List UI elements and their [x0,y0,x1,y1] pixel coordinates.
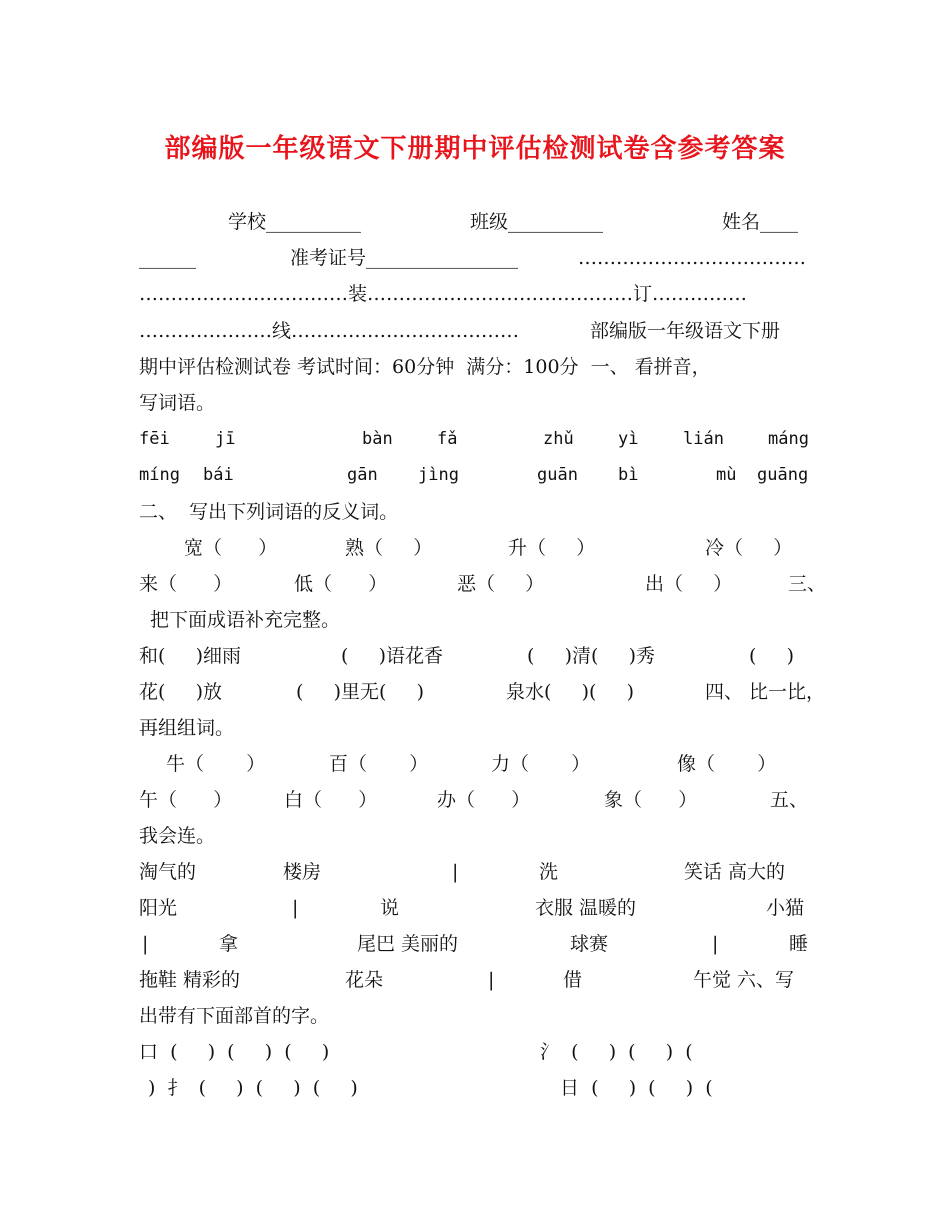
text-segment: 我会连。 [139,825,216,847]
text-line [0,1034,950,1070]
text-segment: | [452,861,459,883]
text-segment: 来（ ） [139,573,233,595]
text-segment: 尾巴 美丽的 [357,933,459,955]
text-line [0,782,950,818]
pinyin-item: míng [139,465,180,485]
pinyin-item: gān [347,465,378,485]
text-line [0,1070,950,1106]
text-line [0,854,950,890]
pinyin-item: lián [683,429,724,449]
text-segment: 球赛 [570,933,609,955]
pinyin-item: guāng [757,465,809,485]
text-segment: 日 ( ) ( ) ( [560,1077,713,1099]
text-segment: 衣服 温暖的 [535,897,637,919]
text-line [0,494,950,530]
text-line [0,421,950,457]
text-line [0,998,950,1034]
text-segment: 午觉 六、写 [693,969,795,991]
text-segment: 班级__________ [470,211,604,233]
text-segment: 说 [380,897,400,919]
text-segment: | [292,897,299,919]
text-segment: 口 ( ) ( ) ( ) [139,1041,330,1063]
text-segment: 拖鞋 精彩的 [139,969,241,991]
text-segment: 借 [563,969,583,991]
text-segment: 白（ ） [284,789,378,811]
text-line [0,638,950,674]
text-segment: 升（ ） [508,537,596,559]
text-line [0,926,950,962]
text-segment: 三、 [788,573,827,595]
text-segment: 笑话 高大的 [684,861,786,883]
text-segment: ( ) [749,645,795,667]
text-segment: 五、 [770,789,809,811]
text-segment: ( )里无( ) [296,681,425,703]
text-segment: 小猫 [766,897,805,919]
text-segment: ……………………………… [578,247,806,269]
text-segment: 牛（ ） [166,753,266,775]
text-segment: 宽（ ） [184,537,278,559]
text-line [0,457,950,493]
pinyin-item: bàn [362,429,393,449]
text-line [0,602,950,638]
text-segment: 部编版一年级语文下册 [590,320,781,342]
text-segment: ______ [139,247,196,269]
text-segment: 冷（ ） [705,537,793,559]
text-segment: 办（ ） [437,789,531,811]
text-segment: 氵 ( ) ( ) ( [540,1041,693,1063]
text-segment: ( )清( )秀 [527,645,656,667]
text-segment: 写词语。 [139,392,216,414]
text-segment: 洗 [539,861,559,883]
pinyin-item: zhǔ [543,429,574,449]
text-line [0,746,950,782]
text-segment: 泉水( )( ) [506,681,635,703]
text-line [0,204,950,240]
text-segment: 午（ ） [139,789,233,811]
text-segment: 力（ ） [491,753,591,775]
text-segment: 花朵 [345,969,384,991]
text-segment: 出（ ） [645,573,733,595]
text-segment: | [142,933,149,955]
text-segment: 象（ ） [604,789,698,811]
text-line [0,890,950,926]
text-segment: 睡 [789,933,809,955]
text-segment: 四、 比一比， [705,681,826,703]
text-line [0,710,950,746]
text-line [0,349,950,385]
text-segment: 淘气的 [139,861,197,883]
text-segment: 姓名____ [722,211,799,233]
text-line [0,674,950,710]
pinyin-item: bái [203,465,234,485]
text-segment: 和( )细雨 [139,645,242,667]
text-segment: 拿 [219,933,239,955]
text-line [0,313,950,349]
pinyin-item: bì [618,465,639,485]
text-line [0,818,950,854]
text-segment: 阳光 [139,897,178,919]
text-segment: 准考证号________________ [290,247,519,269]
pinyin-item: yì [618,429,639,449]
text-segment: | [488,969,495,991]
text-segment: | [712,933,719,955]
text-segment: ( )语花香 [341,645,444,667]
text-segment: 楼房 [283,861,322,883]
text-segment: 熟（ ） [345,537,433,559]
text-segment: 花( )放 [139,681,223,703]
pinyin-item: guān [537,465,578,485]
pinyin-item: fēi [139,429,170,449]
text-segment: 出带有下面部首的字。 [139,1005,330,1027]
text-line [0,962,950,998]
text-segment: ) 扌 ( ) ( ) ( ) [148,1077,358,1099]
text-segment: 恶（ ） [457,573,545,595]
text-segment: ……………………………装……………………………………订…………… [139,283,748,305]
text-line [0,566,950,602]
text-line [0,276,950,312]
text-line [0,240,950,276]
document-title: 部编版一年级语文下册期中评估检测试卷含参考答案 [164,134,786,164]
pinyin-item: máng [768,429,809,449]
text-segment: 二、 写出下列词语的反义词。 [139,501,399,523]
text-segment: 低（ ） [294,573,388,595]
text-segment: 期中评估检测试卷 考试时间：60分钟 满分：100分 一、 看拼音， [139,356,711,378]
pinyin-item: jìng [418,465,459,485]
text-segment: 把下面成语补充完整。 [150,609,341,631]
pinyin-item: mù [716,465,737,485]
pinyin-item: jī [215,429,236,449]
text-segment: 学校__________ [228,211,362,233]
text-segment: …………………线……………………………… [139,320,520,342]
text-segment: 百（ ） [329,753,429,775]
pinyin-item: fǎ [437,429,458,449]
text-line [0,385,950,421]
text-line [0,530,950,566]
text-segment: 像（ ） [677,753,777,775]
text-segment: 再组组词。 [139,717,235,739]
